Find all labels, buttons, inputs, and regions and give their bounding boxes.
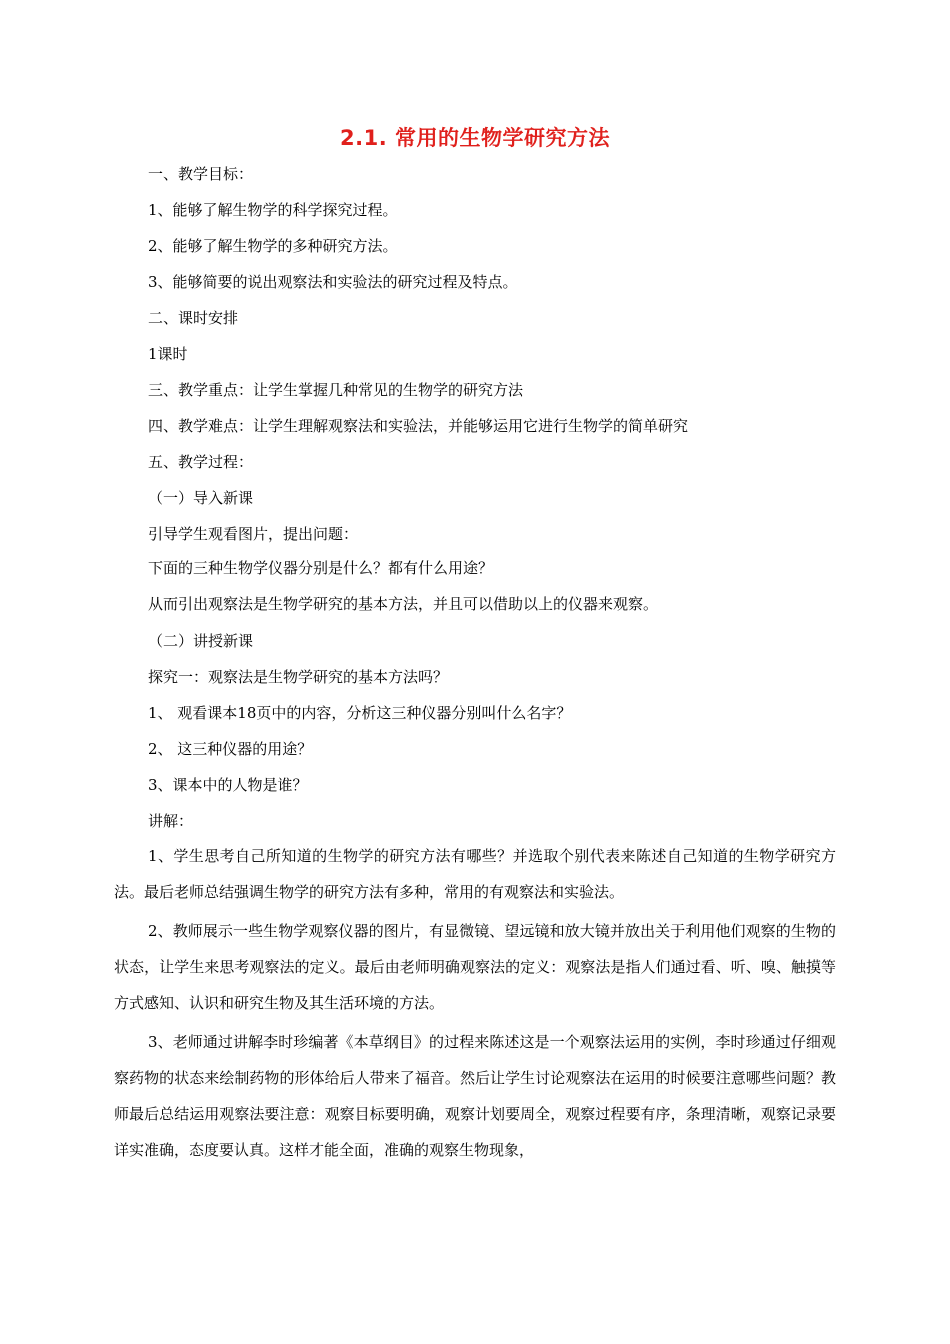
section-difficult-points: 四、教学难点：让学生理解观察法和实验法，并能够运用它进行生物学的简单研究	[148, 417, 689, 435]
section-heading-process: 五、教学过程：	[148, 453, 254, 471]
objective-item-2: 2、能够了解生物学的多种研究方法。	[148, 237, 398, 255]
inquiry-item-2: 2、 这三种仪器的用途？	[148, 740, 313, 758]
body-line: 从而引出观察法是生物学研究的基本方法，并且可以借助以上的仪器来观察。	[148, 595, 659, 613]
objective-item-3: 3、能够简要的说出观察法和实验法的研究过程及特点。	[148, 273, 518, 291]
body-line: 下面的三种生物学仪器分别是什么？都有什么用途？	[148, 559, 494, 577]
objective-item-1: 1、能够了解生物学的科学探究过程。	[148, 201, 398, 219]
explanation-paragraph-3: 3、老师通过讲解李时珍编著《本草纲目》的过程来陈述这是一个观察法运用的实例，李时珍通过仔细观察药物的状态来绘制药物的形体给后人带来了福音。然后让学生讨论观察法在运用的时候要注意哪些问题？教师最后总结运用观察法要注意：观察目标要明确，观察计划要周全，观察过程要有序，条理清晰，观察记录要详实准确，态度要认真。这样才能全面，准确的观察生物现象，	[114, 1033, 836, 1159]
schedule-text: 1课时	[148, 345, 188, 363]
body-line: 引导学生观看图片，提出问题：	[148, 525, 359, 543]
explanation-heading: 讲解：	[148, 812, 194, 830]
explanation-paragraph-1: 1、学生思考自己所知道的生物学的研究方法有哪些？并选取个别代表来陈述自己知道的生物学研究方法。最后老师总结强调生物学的研究方法有多种，常用的有观察法和实验法。	[114, 847, 836, 901]
inquiry-item-3: 3、课本中的人物是谁？	[148, 776, 308, 794]
page-title: 2.1. 常用的生物学研究方法	[340, 126, 610, 150]
inquiry-heading: 探究一：观察法是生物学研究的基本方法吗？	[148, 668, 449, 686]
subsection-new-lesson: （二）讲授新课	[148, 632, 254, 650]
inquiry-item-1: 1、 观看课本18页中的内容，分析这三种仪器分别叫什么名字？	[148, 704, 572, 722]
section-key-points: 三、教学重点：让学生掌握几种常见的生物学的研究方法	[148, 381, 524, 399]
subsection-intro: （一）导入新课	[148, 489, 254, 507]
explanation-paragraph-2: 2、教师展示一些生物学观察仪器的图片，有显微镜、望远镜和放大镜并放出关于利用他们观察的生物的状态，让学生来思考观察法的定义。最后由老师明确观察法的定义：观察法是指人们通过看、听、嗅、触摸等方式感知、认识和研究生物及其生活环境的方法。	[114, 922, 836, 1012]
section-heading-objectives: 一、教学目标：	[148, 165, 254, 183]
section-heading-schedule: 二、课时安排	[148, 309, 239, 327]
